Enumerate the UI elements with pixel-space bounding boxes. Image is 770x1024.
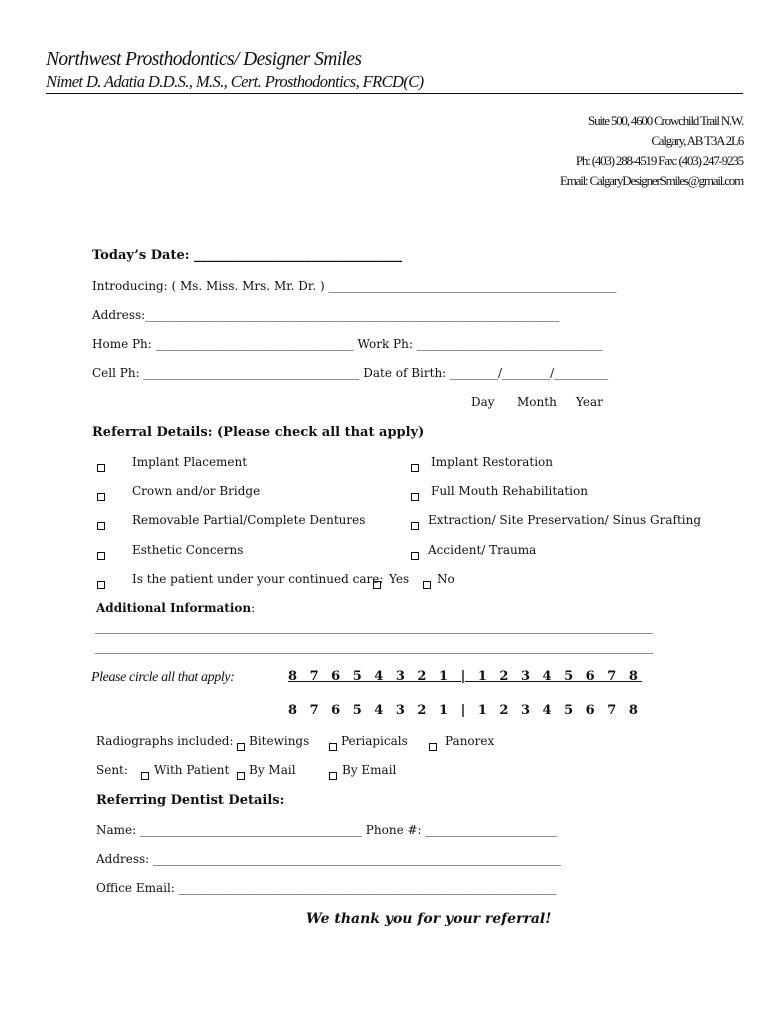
checkbox-icon[interactable]	[141, 765, 149, 784]
dob-day-label: Day	[471, 395, 495, 409]
home-work-phone-field[interactable]: Home Ph: _________________________________ Work Ph: _______________________________	[92, 337, 603, 351]
thank-you-message: We thank you for your referral!	[306, 911, 552, 927]
lower-teeth-row[interactable]: 8 7 6 5 4 3 2 1 | 1 2 3 4 5 6 7 8	[288, 703, 642, 718]
dentist-office-email-field[interactable]: Office Email: _______________________________________________________________	[96, 881, 557, 895]
dentist-name-phone-field[interactable]: Name: _____________________________________ Phone #: ______________________	[96, 823, 558, 837]
checkbox-icon[interactable]	[97, 545, 105, 564]
checkbox-icon[interactable]	[97, 574, 105, 593]
dob-month-label: Month	[517, 395, 557, 409]
checkbox-icon[interactable]	[411, 515, 419, 534]
option-full-mouth-rehab: Full Mouth Rehabilitation	[431, 484, 588, 498]
checkbox-icon[interactable]	[411, 457, 419, 476]
contact-city: Calgary, AB T3A 2L6	[651, 133, 743, 148]
dob-year-label: Year	[576, 395, 603, 409]
checkbox-icon[interactable]	[237, 765, 245, 784]
sent-by-mail: By Mail	[249, 763, 296, 777]
continued-care-no: No	[437, 572, 455, 586]
additional-info-label: Additional Information:	[96, 601, 256, 615]
additional-info-line-1[interactable]: _____________________________________________________________________________________________	[95, 620, 653, 634]
contact-suite: Suite 500, 4600 Crowchild Trail N.W.	[588, 113, 743, 128]
option-crown-bridge: Crown and/or Bridge	[132, 484, 261, 498]
checkbox-icon[interactable]	[237, 736, 245, 755]
checkbox-icon[interactable]	[429, 736, 437, 755]
doctor-credentials: Nimet D. Adatia D.D.S., M.S., Cert. Prosthodontics, FRCD(C)	[46, 72, 424, 91]
todays-date-field[interactable]: Today’s Date: ________________________________	[92, 248, 403, 263]
continued-care-question: Is the patient under your continued care:	[132, 572, 384, 586]
radiograph-bitewings: Bitewings	[249, 734, 310, 748]
radiographs-label: Radiographs included:	[96, 734, 234, 748]
option-removable-dentures: Removable Partial/Complete Dentures	[132, 513, 366, 527]
continued-care-yes: Yes	[389, 572, 410, 586]
checkbox-icon[interactable]	[97, 515, 105, 534]
sent-label: Sent:	[96, 763, 128, 777]
checkbox-icon[interactable]	[423, 574, 431, 593]
additional-info-line-2[interactable]: _____________________________________________________________________________________________	[95, 640, 653, 654]
radiograph-panorex: Panorex	[445, 734, 495, 748]
checkbox-icon[interactable]	[329, 765, 337, 784]
cell-dob-field[interactable]: Cell Ph: ____________________________________ Date of Birth: ________/________/_________	[92, 366, 609, 380]
option-accident-trauma: Accident/ Trauma	[428, 543, 537, 557]
checkbox-icon[interactable]	[373, 574, 381, 593]
sent-by-email: By Email	[342, 763, 397, 777]
option-implant-placement: Implant Placement	[132, 455, 248, 469]
contact-email: Email: CalgaryDesignerSmiles@gmail.com	[560, 173, 743, 188]
option-esthetic-concerns: Esthetic Concerns	[132, 543, 244, 557]
checkbox-icon[interactable]	[329, 736, 337, 755]
checkbox-icon[interactable]	[97, 486, 105, 505]
introducing-field[interactable]: Introducing: ( Ms. Miss. Mrs. Mr. Dr. ) ________________________________________________	[92, 279, 617, 293]
radiograph-periapicals: Periapicals	[341, 734, 408, 748]
sent-with-patient: With Patient	[154, 763, 230, 777]
checkbox-icon[interactable]	[411, 545, 419, 564]
dentist-address-field[interactable]: Address: ____________________________________________________________________	[96, 852, 562, 866]
address-field[interactable]: Address:_____________________________________________________________________	[92, 308, 560, 322]
checkbox-icon[interactable]	[411, 486, 419, 505]
circle-prompt: Please circle all that apply:	[91, 670, 235, 685]
header-divider	[46, 93, 743, 94]
practice-name: Northwest Prosthodontics/ Designer Smiles	[46, 49, 362, 70]
contact-phone-fax: Ph: (403) 288-4519 Fax: (403) 247-9235	[575, 153, 743, 168]
referring-dentist-heading: Referring Dentist Details:	[96, 793, 285, 808]
checkbox-icon[interactable]	[97, 457, 105, 476]
referral-heading: Referral Details: (Please check all that apply)	[92, 425, 425, 440]
option-extraction-grafting: Extraction/ Site Preservation/ Sinus Grafting	[428, 513, 702, 527]
option-implant-restoration: Implant Restoration	[431, 455, 554, 469]
upper-teeth-row[interactable]: 8 7 6 5 4 3 2 1 | 1 2 3 4 5 6 7 8	[288, 669, 642, 684]
